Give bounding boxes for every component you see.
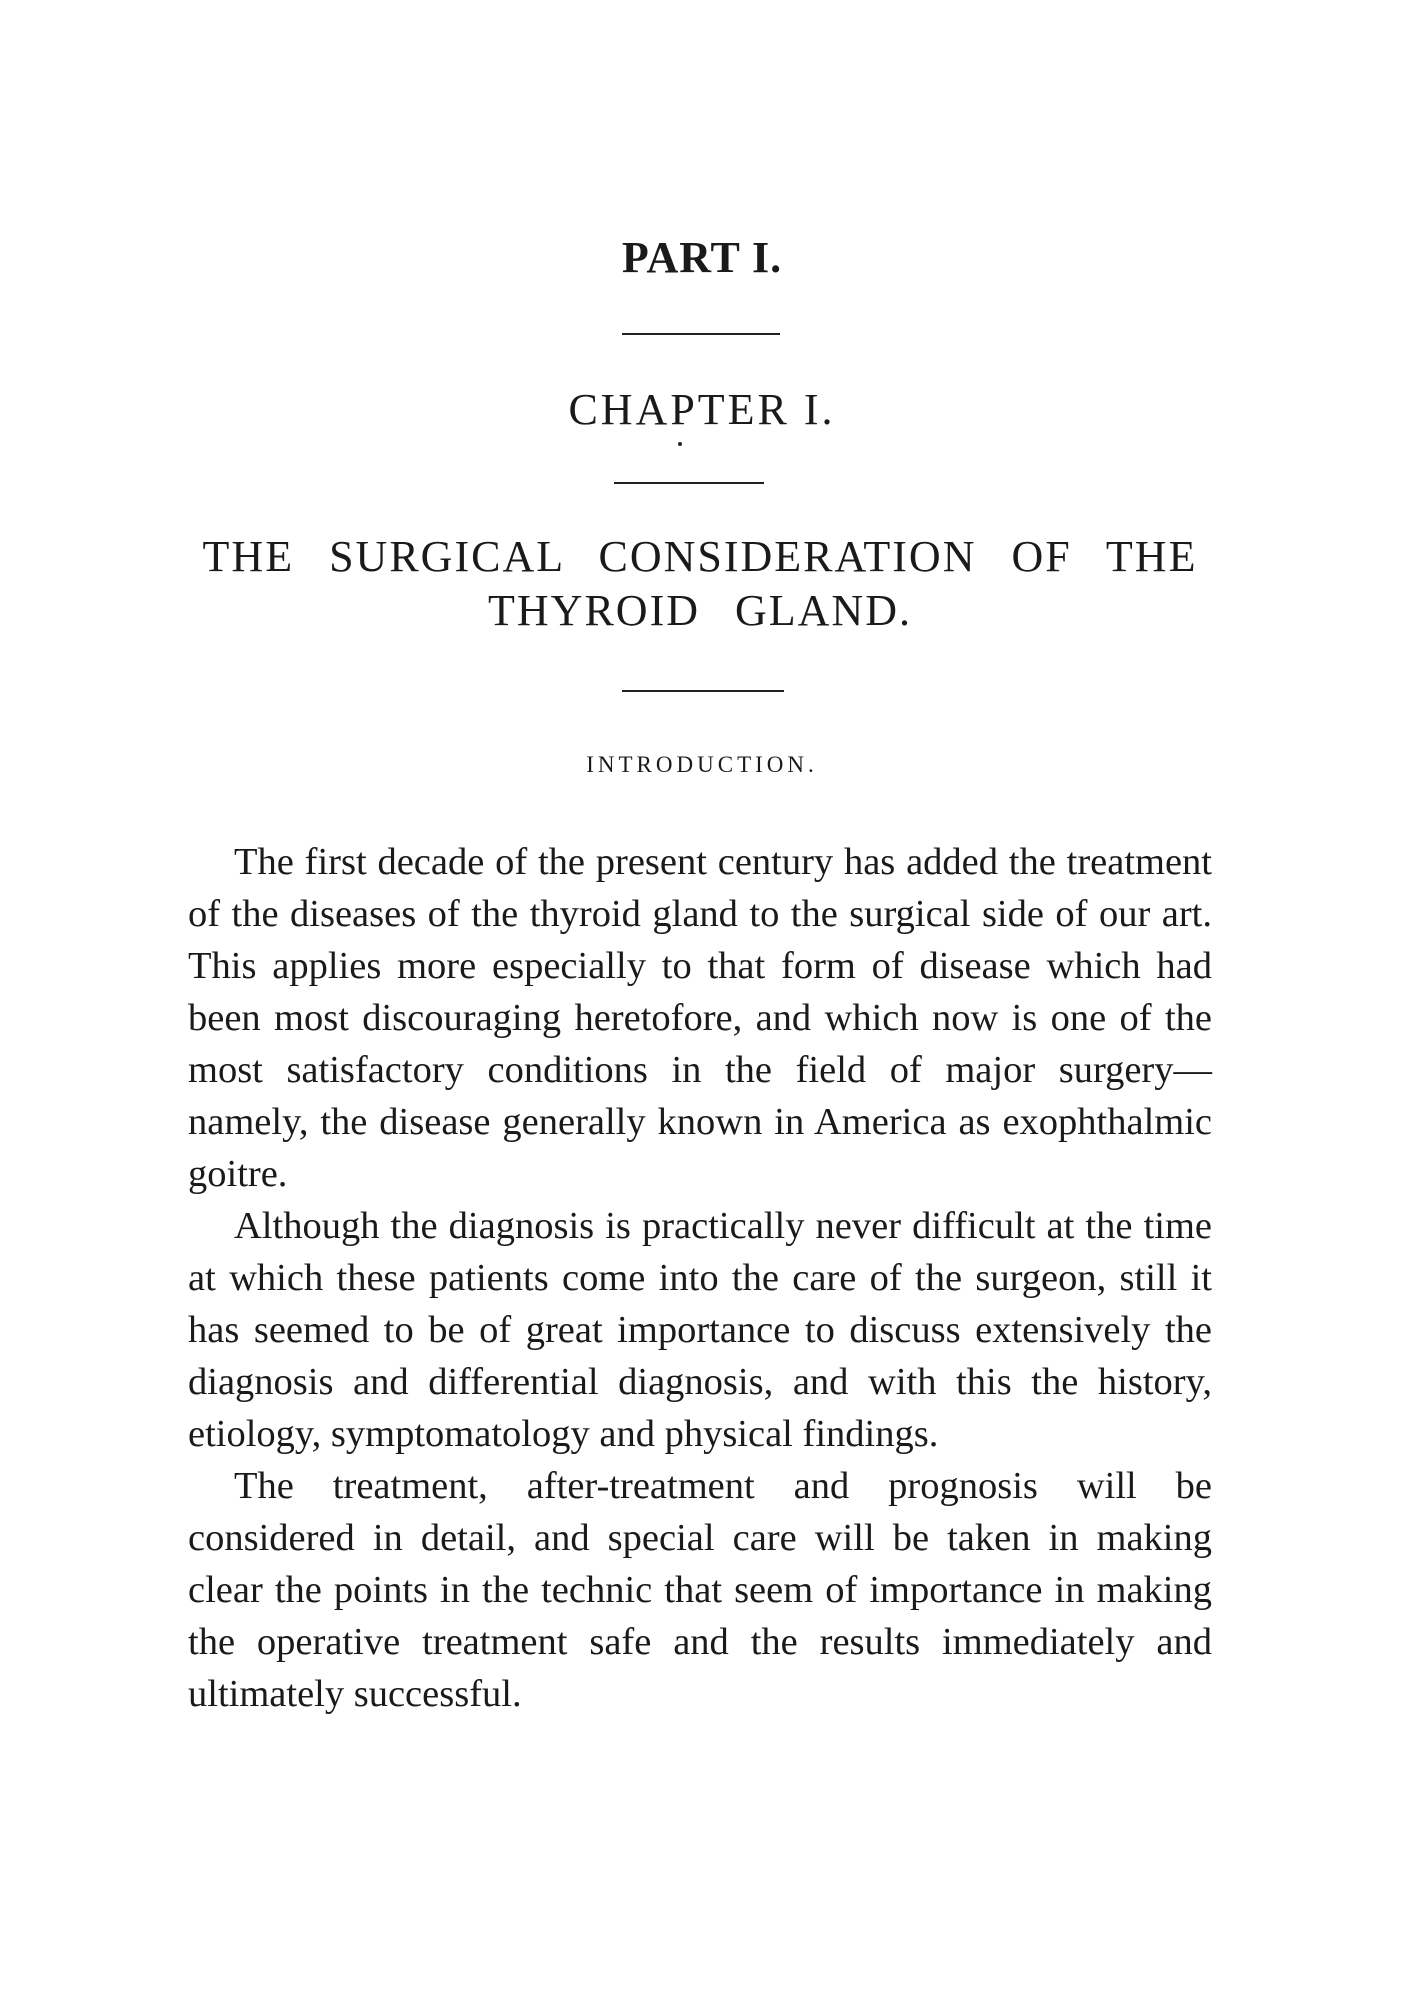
chapter-heading: CHAPTER I. xyxy=(568,385,836,434)
paragraph: The first decade of the present century has added the treatment of the diseases of the thyroid gland to the surgical side of our art. This applies more especially to that form of disease which had been most discouraging heretofore, and which now is one of the most satisfactory conditions in the field of major surgery—namely, the disease generally known in America as exophthalmic goitre. xyxy=(188,841,1212,1195)
stray-dot xyxy=(678,442,682,446)
paragraph: Although the diagnosis is practically never difficult at the time at which these patients come into the care of the surgeon, still it has seemed to be of great importance to discuss extensively the diagnosis and differential diagnosis, and with this the history, etiology, symptomatology and physical findings. xyxy=(188,1205,1212,1455)
divider-rule xyxy=(614,482,764,484)
section-heading: INTRODUCTION. xyxy=(586,752,818,777)
body-text xyxy=(188,836,1212,1720)
divider-rule xyxy=(622,333,780,335)
chapter-title: THE SURGICAL CONSIDERATION OF THE THYROID GLAND. xyxy=(202,532,1198,635)
divider-rule xyxy=(622,690,784,692)
paragraph: The treatment, after-treatment and prognosis will be considered in detail, and special care will be taken in making clear the points in the technic that seem of importance in making the operative treatment safe and the results immediately and ultimately successful. xyxy=(188,1465,1212,1715)
part-heading: PART I. xyxy=(621,233,783,282)
